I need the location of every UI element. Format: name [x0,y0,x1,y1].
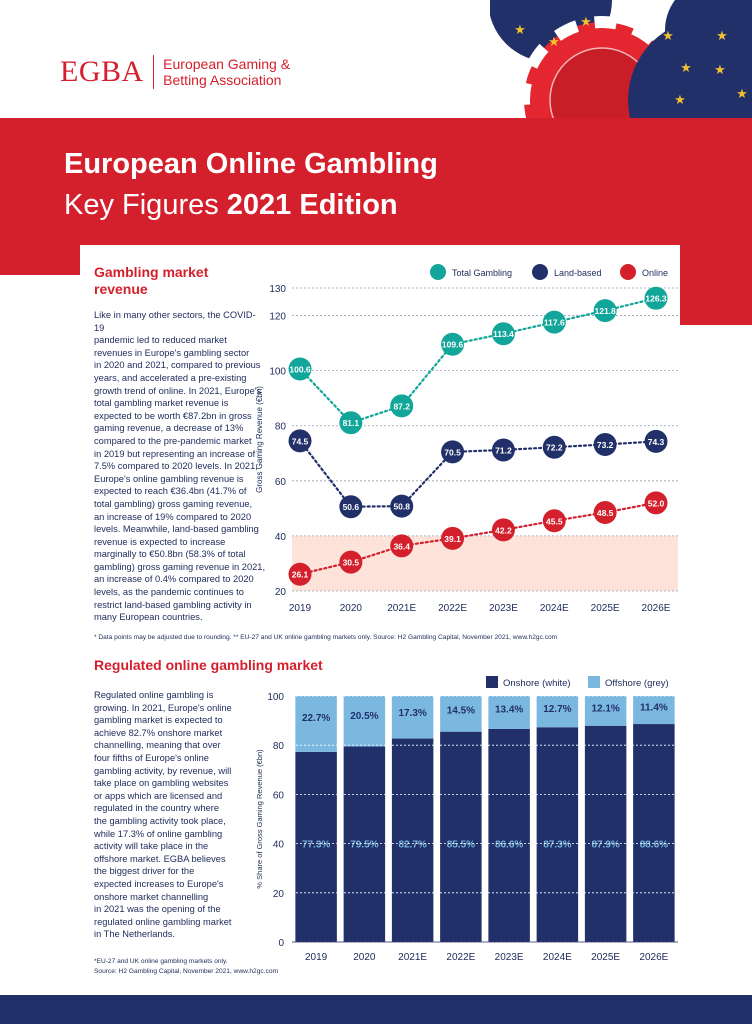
regulated-footnote-line-1: *EU-27 and UK online gambling markets only. [94,958,228,965]
revenue-body-line: total gambling) gross gaming revenue, [94,498,253,509]
data-label: 26.1 [291,569,309,580]
y-tick-label: 120 [269,311,286,323]
bar-value-label: 86.6% [494,839,524,851]
bar-segment [440,732,481,942]
x-tick-label: 2023E [494,952,524,963]
data-label: 50.8 [393,501,410,512]
legend-swatch [532,264,548,280]
svg-text:★: ★ [714,62,726,77]
regulated-body-line: gambling market is expected to [94,715,223,726]
revenue-body-line: gambling) gross gaming revenue in 2021, [94,561,266,572]
data-label: 109.6 [441,339,464,350]
revenue-body-text [94,309,266,624]
data-label: 87.2 [393,401,410,412]
regulated-body-line: while 17.3% of online gambling [94,828,223,839]
regulated-body-line: achieve 82.7% onshore market [94,727,223,738]
data-label: 73.2 [596,439,614,450]
svg-text:★: ★ [674,92,686,107]
revenue-title-line-2: revenue [94,281,148,297]
x-tick-label: 2026E [641,603,671,614]
bar-value-label: 79.5% [350,839,379,851]
data-label: 121.8 [594,306,616,317]
bar-segment [537,727,578,942]
data-label: 30.5 [342,557,360,568]
bar-value-label: 87.3% [543,839,572,851]
data-label: 70.5 [444,447,461,458]
regulated-body-line: gambling activity, by revenue, will [94,765,232,776]
revenue-body-line: revenues in Europe's gambling sector [94,347,250,358]
logo-line-1: European Gaming & [163,56,291,72]
y-tick-label: 130 [269,284,286,295]
page-header [0,0,752,245]
bar-value-label: 85.5% [446,839,476,851]
y-tick-label: 60 [272,790,284,802]
y-tick-label: 80 [272,741,284,753]
logo-divider [153,55,155,89]
x-tick-label: 2021E [398,952,428,963]
bar-value-label: 82.7% [398,839,427,851]
data-label: 74.3 [647,436,665,447]
egba-logo [60,55,290,89]
data-label: 81.1 [342,418,360,429]
x-tick-label: 2019 [288,603,312,614]
bar-value-label: 17.3% [398,708,427,720]
y-axis-label: % Share of Gross Gaming Revenue (€bn) [255,749,264,889]
bar-value-label: 12.1% [591,703,620,715]
y-tick-label: 20 [274,587,286,598]
legend-label: Offshore (grey) [605,678,669,689]
regulated-body-line: onshore market channelling [94,891,209,902]
svg-text:★: ★ [736,86,748,101]
y-axis-label: Gross Gaming Revenue (€bn) [255,386,264,493]
data-label: 72.2 [546,442,563,453]
data-label: 39.1 [444,533,461,544]
revenue-body-line: revenue is expected to increase [94,536,226,547]
revenue-body-line: pandemic led to reduced market [94,335,227,346]
bar-value-label: 87.9% [591,839,620,851]
x-tick-label: 2023E [488,603,518,614]
revenue-body-line: many European countries. [94,612,203,623]
data-label: 74.5 [291,436,309,447]
regulated-footnote-line-2: Source: H2 Gambling Capital, November 2021, www.h2gc.com [94,968,278,975]
title-banner [0,118,752,245]
revenue-body-line: 7.5% compared to 2020 levels. In 2021, [94,461,258,472]
bar-value-label: 11.4% [639,702,668,714]
revenue-body-line: marginally to €50.8bn (58.3% of total [94,549,246,560]
svg-text:★: ★ [580,14,592,29]
egba-logo-wordmark [163,56,290,88]
revenue-body-line: in 2020 and 2021, compared to previous [94,360,261,371]
bar-value-label: 14.5% [446,705,476,717]
page-title: European Online Gambling [64,148,438,180]
regulated-body-line: offshore market. EGBA believes [94,853,226,864]
svg-text:★: ★ [716,28,728,43]
x-tick-label: 2020 [353,952,376,963]
gambling-revenue-line-chart [250,258,690,628]
legend-label: Online [642,268,669,278]
revenue-body-line: growth trend of online. In 2021, Europe's [94,385,262,396]
legend-swatch [588,676,600,688]
revenue-body-line: expected to be worth €87.2bn in gross [94,410,252,421]
y-tick-label: 100 [267,692,284,703]
x-tick-label: 2022E [438,603,468,614]
legend-swatch [486,676,498,688]
banner-extension-right [680,245,752,325]
regulated-body-line: or apps which are licensed and [94,790,223,801]
revenue-body-line: expected to reach €36.4bn (41.7% of [94,486,247,497]
regulated-body-text [94,689,254,941]
x-tick-label: 2026E [639,952,669,963]
data-label: 42.2 [495,525,512,536]
svg-text:★: ★ [680,60,692,75]
regulated-body-line: the gambling activity took place, [94,815,226,826]
revenue-body-line: compared to the pre-pandemic market [94,435,252,446]
revenue-body-line: in 2019 but representing an increase of [94,448,256,459]
regulated-body-line: the biggest driver for the [94,866,195,877]
footer-bar [0,995,752,1024]
revenue-body-line: an increase of 0.4% compared to 2020 [94,574,254,585]
data-label: 71.2 [495,445,512,456]
revenue-footnote: * Data points may be adjusted due to rounding. ** EU-27 and UK online gambling markets only. Source: H2 Gambling Capital, November 2021, www.h2gc.com [94,634,558,641]
x-tick-label: 2025E [590,603,620,614]
bar-value-label: 13.4% [494,704,524,716]
onshore-offshore-stacked-bar-chart [250,670,690,970]
data-label: 126.3 [645,293,667,304]
legend-label: Onshore (white) [503,678,571,689]
svg-text:★: ★ [548,34,560,49]
bar-value-label: 88.6% [639,839,669,851]
data-label: 50.6 [342,502,360,513]
revenue-title-line-1: Gambling market [94,264,209,280]
x-tick-label: 2025E [591,952,621,963]
revenue-body-line: Like in many other sectors, the COVID-19 [94,310,256,333]
x-tick-label: 2024E [542,952,572,963]
x-tick-label: 2020 [339,603,362,614]
data-label: 45.5 [546,516,563,527]
bar-value-label: 12.7% [543,703,572,715]
revenue-section-title [94,264,208,298]
page-subtitle [64,189,398,222]
regulated-body-line: Regulated online gambling is [94,690,214,700]
regulated-body-line: expected increases to Europe's [94,878,224,889]
y-tick-label: 80 [274,421,286,433]
bar-segment [633,724,674,942]
revenue-body-line: levels. Meanwhile, land-based gambling [94,524,259,535]
data-label: 100.6 [289,364,311,375]
y-tick-label: 0 [278,938,284,949]
legend-label: Land-based [554,268,602,278]
revenue-body-line: gaming revenue, a decrease of 13% [94,423,244,434]
y-tick-label: 40 [274,531,286,543]
regulated-body-line: in The Netherlands. [94,929,175,940]
regulated-footnote [94,957,278,977]
data-label: 52.0 [647,498,665,509]
data-label: 117.6 [543,317,565,328]
revenue-body-line: levels, as the pandemic continues to [94,587,244,598]
y-tick-label: 40 [272,839,284,851]
y-tick-label: 100 [269,366,286,378]
revenue-body-line: years, and accelerated a pre-existing [94,372,247,383]
revenue-body-line: total gambling market revenue is [94,398,229,409]
logo-line-2: Betting Association [163,72,282,88]
x-tick-label: 2019 [305,952,328,963]
bar-segment [585,726,626,942]
y-tick-label: 60 [274,476,286,488]
regulated-body-line: in 2021 was the opening of the [94,904,221,915]
regulated-body-line: take place on gambling websites [94,778,229,789]
banner-extension-left [0,245,80,275]
bar-value-label: 20.5% [350,711,379,723]
svg-text:★: ★ [662,28,674,43]
egba-logo-mark: EGBA [60,55,144,88]
svg-text:★: ★ [514,22,526,37]
x-tick-label: 2024E [539,603,569,614]
data-label: 48.5 [596,507,614,518]
regulated-body-line: growing. In 2021, Europe's online [94,702,232,713]
bar-value-label: 22.7% [301,713,331,725]
legend-swatch [620,264,636,280]
y-tick-label: 20 [272,888,284,900]
bar-segment [488,729,529,942]
x-tick-label: 2022E [446,952,476,963]
subtitle-bold: 2021 Edition [226,189,398,221]
regulated-body-line: regulated online gambling market [94,916,232,927]
regulated-body-line: four fifths of Europe's online [94,752,209,763]
revenue-body-line: restrict land-based gambling activity in [94,599,252,610]
legend-swatch [430,264,446,280]
revenue-body-line: Europe's online gambling revenue is [94,473,244,484]
regulated-section-title: Regulated online gambling market [94,657,323,673]
revenue-body-line: an increase of 19% compared to 2020 [94,511,252,522]
bar-value-label: 77.3% [301,839,331,851]
regulated-body-line: channelling, meaning that over [94,740,221,751]
data-label: 36.4 [393,541,410,552]
regulated-body-line: activity will take place in the [94,841,209,852]
legend-label: Total Gambling [452,268,513,278]
regulated-body-line: regulated in the country where [94,803,220,814]
subtitle-plain: Key Figures [64,189,227,221]
x-tick-label: 2021E [387,603,417,614]
data-label: 113.4 [493,329,514,340]
